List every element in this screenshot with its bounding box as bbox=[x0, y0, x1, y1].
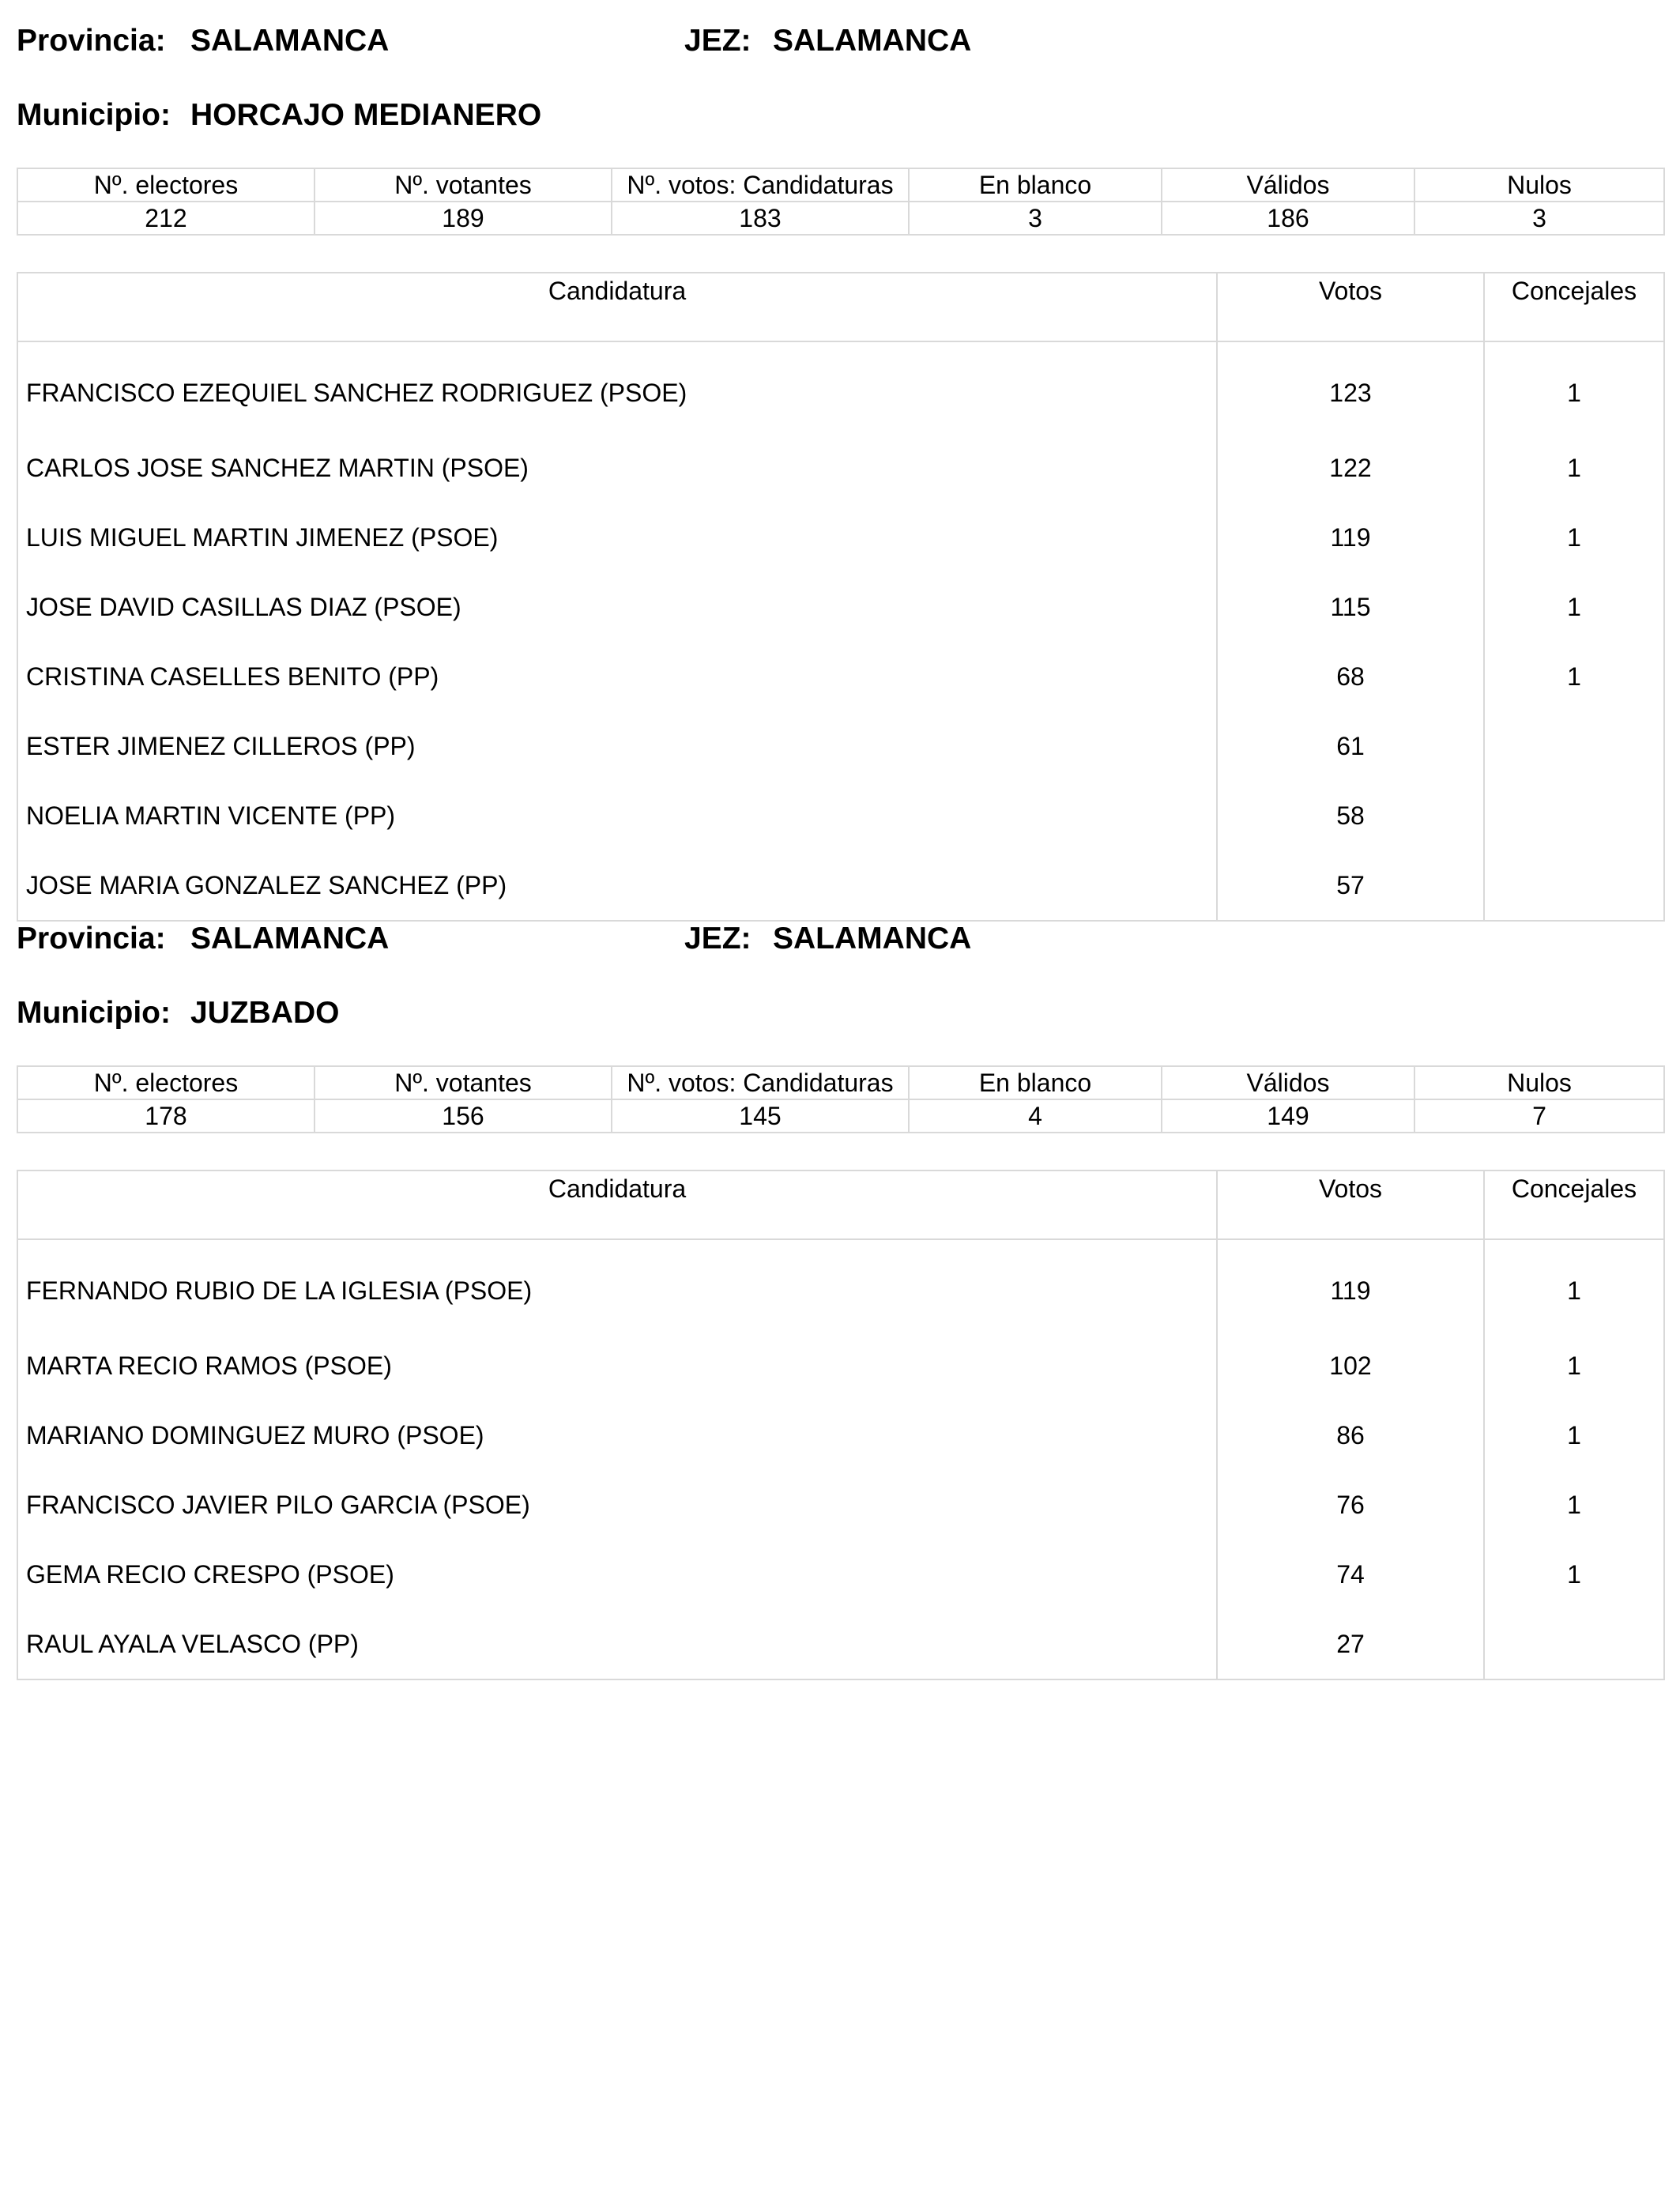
summary-header: En blanco bbox=[909, 1066, 1162, 1099]
summary-value: 145 bbox=[612, 1099, 909, 1133]
candidate-name: FRANCISCO JAVIER PILO GARCIA (PSOE) bbox=[17, 1470, 1217, 1540]
summary-value: 4 bbox=[909, 1099, 1162, 1133]
table-row bbox=[17, 503, 1664, 572]
summary-header-row bbox=[17, 168, 1664, 202]
summary-header: Nulos bbox=[1414, 1066, 1664, 1099]
municipality-label: Municipio: bbox=[17, 98, 171, 132]
jez-value: SALAMANCA bbox=[773, 24, 972, 58]
candidate-councillors: 1 bbox=[1484, 572, 1664, 642]
candidate-votes: 122 bbox=[1217, 433, 1484, 503]
candidate-votes: 27 bbox=[1217, 1609, 1484, 1679]
province-header bbox=[17, 922, 1663, 969]
candidate-votes: 123 bbox=[1217, 341, 1484, 433]
votos-header: Votos bbox=[1217, 273, 1484, 341]
candidate-name: JOSE DAVID CASILLAS DIAZ (PSOE) bbox=[17, 572, 1217, 642]
candidate-votes: 86 bbox=[1217, 1400, 1484, 1470]
summary-header: Nulos bbox=[1414, 168, 1664, 202]
candidate-councillors: 1 bbox=[1484, 1331, 1664, 1400]
candidate-name: FRANCISCO EZEQUIEL SANCHEZ RODRIGUEZ (PSOE) bbox=[17, 341, 1217, 433]
table-row bbox=[17, 572, 1664, 642]
candidate-votes: 102 bbox=[1217, 1331, 1484, 1400]
table-row bbox=[17, 781, 1664, 850]
candidate-councillors bbox=[1484, 781, 1664, 850]
summary-header: Nº. votantes bbox=[315, 1066, 612, 1099]
candidate-votes: 68 bbox=[1217, 642, 1484, 711]
municipality-value: JUZBADO bbox=[190, 996, 340, 1030]
candidate-name: LUIS MIGUEL MARTIN JIMENEZ (PSOE) bbox=[17, 503, 1217, 572]
candidate-councillors: 1 bbox=[1484, 341, 1664, 433]
candidate-name: MARTA RECIO RAMOS (PSOE) bbox=[17, 1331, 1217, 1400]
summary-value: 189 bbox=[315, 202, 612, 235]
candidate-name: CRISTINA CASELLES BENITO (PP) bbox=[17, 642, 1217, 711]
province-label: Provincia: bbox=[17, 24, 166, 58]
candidates-table bbox=[17, 272, 1665, 922]
table-row bbox=[17, 850, 1664, 921]
summary-value: 212 bbox=[17, 202, 315, 235]
candidate-councillors: 1 bbox=[1484, 433, 1664, 503]
concejales-header: Concejales bbox=[1484, 1171, 1664, 1239]
summary-header: Nº. electores bbox=[17, 168, 315, 202]
summary-header: Nº. votos: Candidaturas bbox=[612, 1066, 909, 1099]
table-row bbox=[17, 1540, 1664, 1609]
table-row bbox=[17, 1239, 1664, 1331]
candidate-councillors: 1 bbox=[1484, 1400, 1664, 1470]
summary-header: Nº. electores bbox=[17, 1066, 315, 1099]
province-value: SALAMANCA bbox=[190, 24, 390, 58]
table-row bbox=[17, 1470, 1664, 1540]
summary-header: En blanco bbox=[909, 168, 1162, 202]
summary-header: Válidos bbox=[1162, 1066, 1414, 1099]
candidate-name: CARLOS JOSE SANCHEZ MARTIN (PSOE) bbox=[17, 433, 1217, 503]
municipality-value: HORCAJO MEDIANERO bbox=[190, 98, 542, 132]
summary-value: 183 bbox=[612, 202, 909, 235]
candidatura-header: Candidatura bbox=[17, 273, 1217, 341]
summary-value: 156 bbox=[315, 1099, 612, 1133]
municipality-header bbox=[17, 98, 1663, 145]
table-row bbox=[17, 1609, 1664, 1679]
candidates-header-row bbox=[17, 1171, 1664, 1239]
jez-label: JEZ: bbox=[684, 24, 751, 58]
municipality-header bbox=[17, 996, 1663, 1043]
candidatura-header: Candidatura bbox=[17, 1171, 1217, 1239]
candidate-votes: 76 bbox=[1217, 1470, 1484, 1540]
candidate-votes: 115 bbox=[1217, 572, 1484, 642]
table-row bbox=[17, 1400, 1664, 1470]
summary-value: 7 bbox=[1414, 1099, 1664, 1133]
candidate-councillors bbox=[1484, 711, 1664, 781]
summary-header: Nº. votos: Candidaturas bbox=[612, 168, 909, 202]
municipality-label: Municipio: bbox=[17, 996, 171, 1030]
candidate-votes: 58 bbox=[1217, 781, 1484, 850]
candidate-name: RAUL AYALA VELASCO (PP) bbox=[17, 1609, 1217, 1679]
candidate-votes: 57 bbox=[1217, 850, 1484, 921]
province-label: Provincia: bbox=[17, 922, 166, 956]
candidate-votes: 119 bbox=[1217, 503, 1484, 572]
summary-value-row bbox=[17, 1099, 1664, 1133]
candidate-councillors: 1 bbox=[1484, 503, 1664, 572]
candidate-councillors: 1 bbox=[1484, 1540, 1664, 1609]
summary-value: 186 bbox=[1162, 202, 1414, 235]
candidate-name: MARIANO DOMINGUEZ MURO (PSOE) bbox=[17, 1400, 1217, 1470]
summary-value-row bbox=[17, 202, 1664, 235]
candidate-votes: 61 bbox=[1217, 711, 1484, 781]
summary-value: 3 bbox=[1414, 202, 1664, 235]
candidate-votes: 74 bbox=[1217, 1540, 1484, 1609]
candidate-councillors bbox=[1484, 1609, 1664, 1679]
candidate-councillors: 1 bbox=[1484, 642, 1664, 711]
table-row bbox=[17, 341, 1664, 433]
candidate-name: JOSE MARIA GONZALEZ SANCHEZ (PP) bbox=[17, 850, 1217, 921]
table-row bbox=[17, 1331, 1664, 1400]
candidate-name: GEMA RECIO CRESPO (PSOE) bbox=[17, 1540, 1217, 1609]
table-row bbox=[17, 711, 1664, 781]
candidate-councillors bbox=[1484, 850, 1664, 921]
summary-table bbox=[17, 1065, 1665, 1133]
candidate-councillors: 1 bbox=[1484, 1239, 1664, 1331]
jez-value: SALAMANCA bbox=[773, 922, 972, 956]
summary-header-row bbox=[17, 1066, 1664, 1099]
summary-value: 178 bbox=[17, 1099, 315, 1133]
table-row bbox=[17, 433, 1664, 503]
votos-header: Votos bbox=[1217, 1171, 1484, 1239]
jez-label: JEZ: bbox=[684, 922, 751, 956]
candidates-header-row bbox=[17, 273, 1664, 341]
summary-value: 3 bbox=[909, 202, 1162, 235]
table-row bbox=[17, 642, 1664, 711]
summary-header: Nº. votantes bbox=[315, 168, 612, 202]
summary-header: Válidos bbox=[1162, 168, 1414, 202]
province-header bbox=[17, 24, 1663, 71]
candidates-table bbox=[17, 1170, 1665, 1680]
concejales-header: Concejales bbox=[1484, 273, 1664, 341]
candidate-name: NOELIA MARTIN VICENTE (PP) bbox=[17, 781, 1217, 850]
candidate-votes: 119 bbox=[1217, 1239, 1484, 1331]
candidate-councillors: 1 bbox=[1484, 1470, 1664, 1540]
candidate-name: FERNANDO RUBIO DE LA IGLESIA (PSOE) bbox=[17, 1239, 1217, 1331]
summary-table bbox=[17, 168, 1665, 236]
summary-value: 149 bbox=[1162, 1099, 1414, 1133]
candidate-name: ESTER JIMENEZ CILLEROS (PP) bbox=[17, 711, 1217, 781]
province-value: SALAMANCA bbox=[190, 922, 390, 956]
